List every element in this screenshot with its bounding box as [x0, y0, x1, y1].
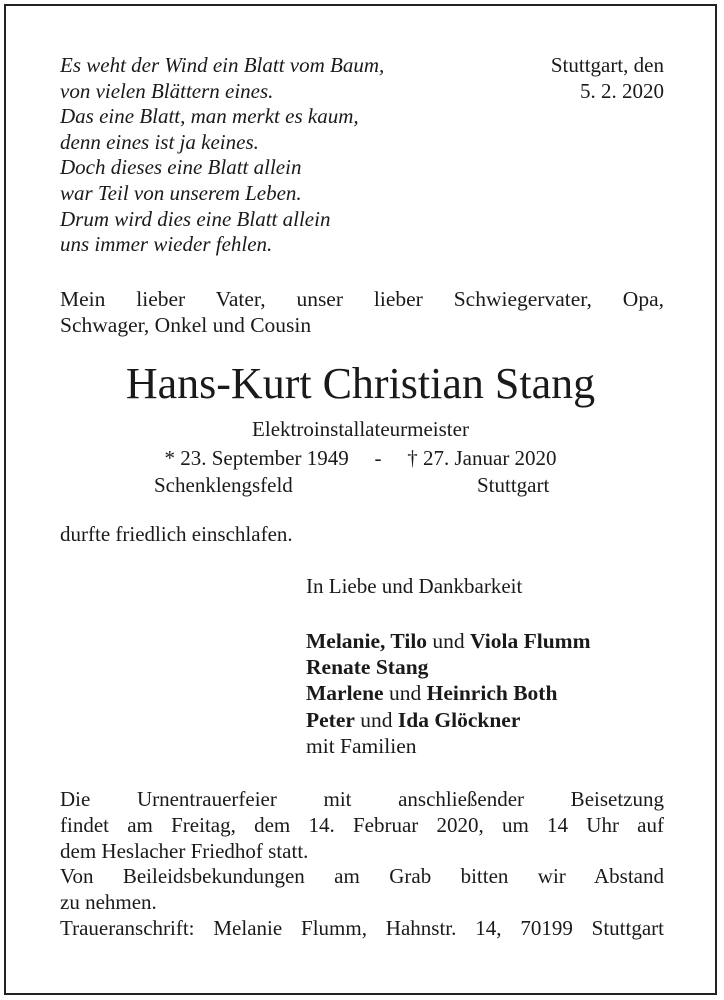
poem-line: Drum wird dies eine Blatt allein [60, 206, 331, 231]
mourner-row [306, 707, 590, 733]
poem-line: von vielen Blättern eines. [60, 78, 274, 103]
poem-line: Das eine Blatt, man merkt es kaum, [60, 104, 359, 129]
poem-line: Doch dieses eine Blatt allein [60, 155, 302, 180]
obituary-notice [4, 4, 717, 995]
life-dates [6, 445, 715, 471]
birth-date: * 23. September 1949 [164, 446, 349, 470]
intro-line-2: Schwager, Onkel und Cousin [60, 313, 312, 337]
poem-line: war Teil von unserem Leben. [60, 180, 302, 205]
notice-line: Von Beileidsbekundungen am Grab bitten wir Abstand [60, 864, 664, 889]
intro-text [60, 286, 664, 338]
mourner-names: Viola Flumm [470, 629, 591, 653]
mourners [306, 628, 590, 759]
mourner-row: mit Familien [306, 733, 417, 758]
notice-line: dem Heslacher Friedhof statt. [60, 838, 309, 863]
poem-line: Es weht der Wind ein Blatt vom Baum, [60, 53, 385, 77]
place: Stuttgart, den [550, 53, 664, 77]
mourner-names: Heinrich Both [426, 681, 558, 706]
mourner-names: Marlene [306, 681, 384, 706]
mourner-names: Melanie, Tilo [306, 629, 428, 653]
poem-line: uns immer wieder fehlen. [60, 232, 273, 257]
date: 5. 2. 2020 [580, 78, 664, 103]
mourner-names: Ida Glöckner [397, 707, 521, 732]
death-place: Stuttgart [477, 473, 550, 497]
deceased-name: Hans-Kurt Christian Stang [125, 359, 596, 408]
profession: Elektroinstallateurmeister [252, 417, 469, 441]
date-separator: - [374, 446, 382, 470]
mourner-names: Peter [306, 707, 355, 732]
conjunction: und [354, 707, 398, 732]
mourner-row [306, 680, 590, 706]
passing-text: durfte friedlich einschlafen. [60, 522, 293, 546]
conjunction: und [383, 681, 427, 706]
closing-text: In Liebe und Dankbarkeit [306, 574, 523, 598]
intro-line-1: Mein lieber Vater, unser lieber Schwiegervater, Opa, [60, 287, 664, 311]
funeral-notice [60, 787, 664, 942]
mourner-row [306, 654, 590, 680]
mourner-row [306, 628, 590, 654]
notice-line: zu nehmen. [60, 890, 157, 915]
notice-line: Die Urnentrauerfeier mit anschließender Beisetzung [60, 787, 664, 811]
birth-place: Schenklengsfeld [154, 473, 293, 497]
mourner-names: Renate Stang [306, 655, 429, 680]
notice-line: findet am Freitag, dem 14. Februar 2020, um 14 Uhr auf [60, 812, 664, 837]
death-date: † 27. Januar 2020 [407, 446, 557, 470]
poem-line: denn eines ist ja keines. [60, 129, 259, 154]
notice-address: Traueranschrift: Melanie Flumm, Hahnstr. 14, 70199 Stuttgart [60, 915, 664, 940]
conjunction: und [427, 629, 471, 653]
poem [60, 53, 384, 258]
place-date [551, 53, 664, 104]
